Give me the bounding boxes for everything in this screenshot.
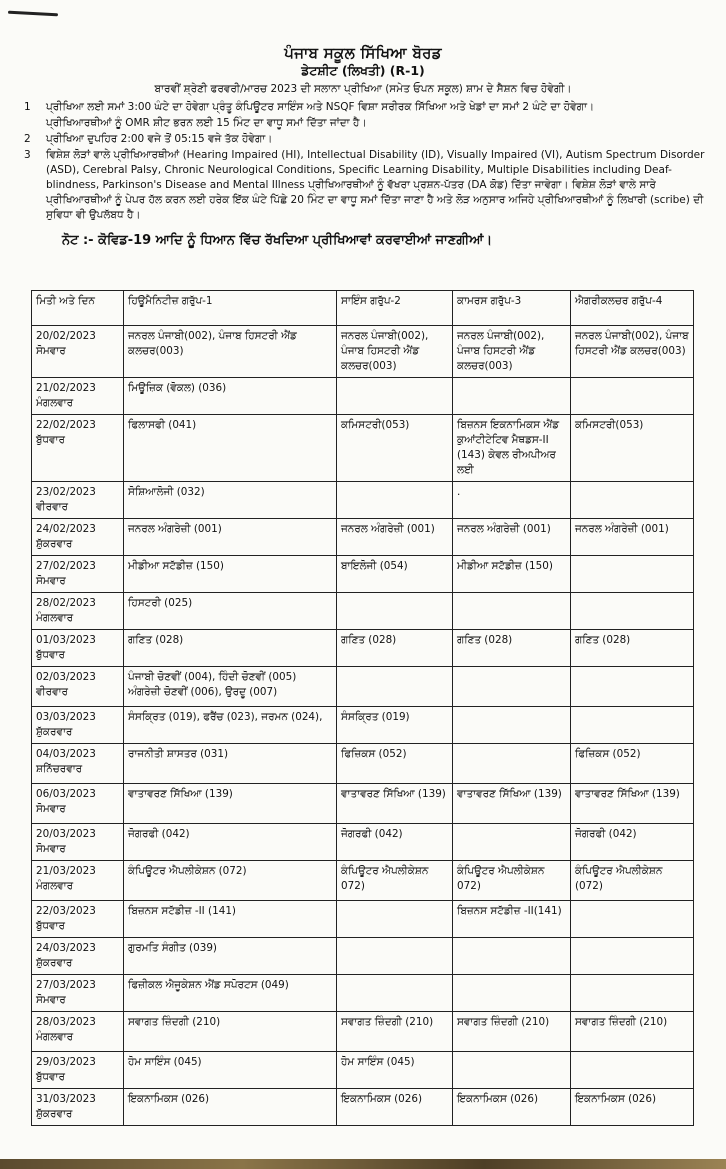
table-row xyxy=(32,326,694,378)
note-item xyxy=(24,132,708,147)
table-row xyxy=(32,519,694,556)
subject-cell-g4 xyxy=(571,707,694,744)
note-item xyxy=(24,100,708,115)
table-row xyxy=(32,630,694,667)
subject-cell-g1: ਪੰਜਾਬੀ ਚੋਣਵੀਂ (004), ਹਿੰਦੀ ਚੋਣਵੀਂ (005) ਅੰਗਰੇਜ਼ੀ ਚੋਣਵੀਂ (006), ਉਰਦੂ (007) xyxy=(124,667,337,707)
date-cell xyxy=(32,415,124,482)
header-science: ਸਾਇੰਸ ਗਰੁੱਪ-2 xyxy=(337,291,453,326)
table-row xyxy=(32,1089,694,1126)
table-row xyxy=(32,938,694,975)
date-cell xyxy=(32,707,124,744)
subject-cell-g2: ਇਕਨਾਮਿਕਸ (026) xyxy=(337,1089,453,1126)
exam-date: 02/03/2023 xyxy=(36,671,96,683)
exam-day: ਬੁੱਧਵਾਰ xyxy=(36,649,65,661)
exam-day: ਵੀਰਵਾਰ xyxy=(36,686,68,698)
subject-cell-g3 xyxy=(453,707,571,744)
exam-day: ਸ਼ੁੱਕਰਵਾਰ xyxy=(36,538,73,550)
covid-note: ਨੋਟ :- ਕੋਵਿਡ-19 ਆਦਿ ਨੂੰ ਧਿਆਨ ਵਿੱਚ ਰੱਖਦਿਆ ਪ੍ਰੀਖਿਆਵਾਂ ਕਰਵਾਈਆਂ ਜਾਣਗੀਆਂ। xyxy=(62,233,493,248)
subject-cell-g3: ਬਿਜ਼ਨਸ ਸਟੱਡੀਜ਼ -II(141) xyxy=(453,901,571,938)
date-cell xyxy=(32,593,124,630)
date-cell xyxy=(32,938,124,975)
note-item xyxy=(24,148,708,223)
date-cell xyxy=(32,556,124,593)
subject-cell-g2 xyxy=(337,667,453,707)
subject-cell-g1: ਮੀਡੀਆ ਸਟੱਡੀਜ਼ (150) xyxy=(124,556,337,593)
subject-cell-g2: ਵਾਤਾਵਰਣ ਸਿੱਖਿਆ (139) xyxy=(337,784,453,824)
subject-cell-g2: ਬਾਇਲੋਜੀ (054) xyxy=(337,556,453,593)
date-cell xyxy=(32,744,124,784)
subject-cell-g3: ਗਣਿਤ (028) xyxy=(453,630,571,667)
subject-cell-g4: ਜੋਗਰਫੀ (042) xyxy=(571,824,694,861)
subject-cell-g3 xyxy=(453,975,571,1012)
exam-day: ਸੋਮਵਾਰ xyxy=(36,345,66,357)
subject-cell-g2: ਕਮਿਸਟਰੀ(053) xyxy=(337,415,453,482)
subject-cell-g3 xyxy=(453,1052,571,1089)
subject-cell-g2: ਕੰਪਿਊਟਰ ਐਪਲੀਕੇਸ਼ਨ 072) xyxy=(337,861,453,901)
subject-cell-g4 xyxy=(571,482,694,519)
exam-date: 24/03/2023 xyxy=(36,942,96,954)
subject-cell-g4: ਫਿਜ਼ਿਕਸ (052) xyxy=(571,744,694,784)
subject-cell-g1: ਜਨਰਲ ਅੰਗਰੇਜ਼ੀ (001) xyxy=(124,519,337,556)
subject-cell-g1: ਜਨਰਲ ਪੰਜਾਬੀ(002), ਪੰਜਾਬ ਹਿਸਟਰੀ ਐਂਡ ਕਲਚਰ(003) xyxy=(124,326,337,378)
exam-date: 28/02/2023 xyxy=(36,597,96,609)
subject-cell-g1: ਹੋਮ ਸਾਇੰਸ (045) xyxy=(124,1052,337,1089)
note-number: 3 xyxy=(24,149,31,161)
subject-cell-g3: . xyxy=(453,482,571,519)
note-item xyxy=(24,116,708,131)
exam-day: ਬੁੱਧਵਾਰ xyxy=(36,434,65,446)
header-date: ਮਿਤੀ ਅਤੇ ਦਿਨ xyxy=(32,291,124,326)
table-row xyxy=(32,1052,694,1089)
table-row xyxy=(32,482,694,519)
exam-day: ਮੰਗਲਵਾਰ xyxy=(36,612,74,624)
exam-date: 03/03/2023 xyxy=(36,711,96,723)
subject-cell-g2 xyxy=(337,901,453,938)
exam-day: ਸੋਮਵਾਰ xyxy=(36,843,66,855)
subject-cell-g1: ਫਿਲਾਸਫੀ (041) xyxy=(124,415,337,482)
date-cell xyxy=(32,378,124,415)
exam-day: ਸੋਮਵਾਰ xyxy=(36,575,66,587)
subject-cell-g3: ਜਨਰਲ ਅੰਗਰੇਜ਼ੀ (001) xyxy=(453,519,571,556)
subject-cell-g1: ਰਾਜਨੀਤੀ ਸ਼ਾਸਤਰ (031) xyxy=(124,744,337,784)
exam-date: 01/03/2023 xyxy=(36,634,96,646)
intro-line: ਬਾਰਵੀਂ ਸ਼੍ਰੇਣੀ ਫਰਵਰੀ/ਮਾਰਚ 2023 ਦੀ ਸਲਾਨਾ ਪ੍ਰੀਖਿਆ (ਸਮੇਤ ਓਪਨ ਸਕੂਲ) ਸ਼ਾਮ ਦੇ ਸੈਸ਼ਨ ਵਿਚ ਹੋਵੇਗੀ। xyxy=(154,83,572,95)
subject-cell-g1: ਸਵਾਗਤ ਜ਼ਿੰਦਗੀ (210) xyxy=(124,1012,337,1052)
subject-cell-g3: ਵਾਤਾਵਰਣ ਸਿੱਖਿਆ (139) xyxy=(453,784,571,824)
exam-date: 24/02/2023 xyxy=(36,523,96,535)
subject-cell-g4: ਜਨਰਲ ਪੰਜਾਬੀ(002), ਪੰਜਾਬ ਹਿਸਟਰੀ ਐਂਡ ਕਲਚਰ(003) xyxy=(571,326,694,378)
subject-cell-g3 xyxy=(453,593,571,630)
exam-date: 31/03/2023 xyxy=(36,1093,96,1105)
subject-cell-g1: ਫਿਜ਼ੀਕਲ ਐਜੂਕੇਸ਼ਨ ਐਂਡ ਸਪੋਰਟਸ (049) xyxy=(124,975,337,1012)
subject-cell-g3 xyxy=(453,824,571,861)
subject-cell-g3 xyxy=(453,938,571,975)
subject-cell-g3: ਬਿਜ਼ਨਸ ਇਕਨਾਮਿਕਸ ਐਂਡ ਕੁਆਂਟੀਟੇਟਿਵ ਮੈਥਡਸ-II (143) ਕੇਵਲ ਰੀਅਪੀਅਰ ਲਈ xyxy=(453,415,571,482)
exam-day: ਬੁੱਧਵਾਰ xyxy=(36,920,65,932)
date-cell xyxy=(32,901,124,938)
subject-cell-g1: ਗਣਿਤ (028) xyxy=(124,630,337,667)
subject-cell-g1: ਜੋਗਰਫੀ (042) xyxy=(124,824,337,861)
subject-cell-g1: ਕੰਪਿਊਟਰ ਐਪਲੀਕੇਸ਼ਨ (072) xyxy=(124,861,337,901)
subject-cell-g4: ਕਮਿਸਟਰੀ(053) xyxy=(571,415,694,482)
subject-cell-g3 xyxy=(453,378,571,415)
subject-cell-g1: ਸੋਸ਼ਿਆਲੋਜੀ (032) xyxy=(124,482,337,519)
exam-date: 29/03/2023 xyxy=(36,1056,96,1068)
table-header-row xyxy=(32,291,694,326)
subject-cell-g1: ਹਿਸਟਰੀ (025) xyxy=(124,593,337,630)
datesheet-table xyxy=(31,290,694,1126)
subject-cell-g3 xyxy=(453,744,571,784)
note-text: ਪ੍ਰੀਖਿਆ ਲਈ ਸਮਾਂ 3:00 ਘੰਟੇ ਦਾ ਹੋਵੇਗਾ ਪ੍ਰੰਤੂ ਕੰਪਿਊਟਰ ਸਾਇੰਸ ਅਤੇ NSQF ਵਿਸ਼ਾ ਸਰੀਰਕ ਸਿੱਖਿਆ ਅਤੇ ਖੇਡਾਂ ਦਾ ਸਮਾਂ 2 ਘੰਟੇ ਦਾ ਹੋਵੇਗਾ। xyxy=(46,101,595,113)
subject-cell-g1: ਸੰਸਕ੍ਰਿਤ (019), ਫਰੈਂਚ (023), ਜਰਮਨ (024), xyxy=(124,707,337,744)
date-cell xyxy=(32,667,124,707)
subject-cell-g2: ਸਵਾਗਤ ਜ਼ਿੰਦਗੀ (210) xyxy=(337,1012,453,1052)
subject-cell-g4 xyxy=(571,556,694,593)
table-row xyxy=(32,1012,694,1052)
subject-cell-g4: ਵਾਤਾਵਰਣ ਸਿੱਖਿਆ (139) xyxy=(571,784,694,824)
subject-cell-g2: ਜੋਗਰਫੀ (042) xyxy=(337,824,453,861)
note-text: ਪ੍ਰੀਖਿਆ ਦੁਪਹਿਰ 2:00 ਵਜੇ ਤੋਂ 05:15 ਵਜੇ ਤੱਕ ਹੋਵੇਗਾ। xyxy=(46,133,273,145)
exam-day: ਵੀਰਵਾਰ xyxy=(36,501,68,513)
subject-cell-g3: ਸਵਾਗਤ ਜ਼ਿੰਦਗੀ (210) xyxy=(453,1012,571,1052)
subject-cell-g2 xyxy=(337,593,453,630)
subject-cell-g3: ਜਨਰਲ ਪੰਜਾਬੀ(002), ਪੰਜਾਬ ਹਿਸਟਰੀ ਐਂਡ ਕਲਚਰ(003) xyxy=(453,326,571,378)
exam-day: ਮੰਗਲਵਾਰ xyxy=(36,880,74,892)
exam-day: ਬੁੱਧਵਾਰ xyxy=(36,1071,65,1083)
exam-date: 27/03/2023 xyxy=(36,979,96,991)
subject-cell-g4 xyxy=(571,901,694,938)
subject-cell-g2: ਫਿਜ਼ਿਕਸ (052) xyxy=(337,744,453,784)
exam-day: ਸ਼ਨਿੱਚਰਵਾਰ xyxy=(36,763,83,775)
table-row xyxy=(32,378,694,415)
note-text: ਪ੍ਰੀਖਿਆਰਥੀਆਂ ਨੂੰ OMR ਸ਼ੀਟ ਭਰਨ ਲਈ 15 ਮਿੰਟ ਦਾ ਵਾਧੂ ਸਮਾਂ ਦਿੱਤਾ ਜਾਂਦਾ ਹੈ। xyxy=(46,117,367,129)
subject-cell-g2: ਹੋਮ ਸਾਇੰਸ (045) xyxy=(337,1052,453,1089)
table-row xyxy=(32,415,694,482)
exam-date: 23/02/2023 xyxy=(36,486,96,498)
exam-day: ਸ਼ੁੱਕਰਵਾਰ xyxy=(36,726,73,738)
exam-day: ਸੋਮਵਾਰ xyxy=(36,803,66,815)
date-cell xyxy=(32,1052,124,1089)
note-text: ਵਿਸ਼ੇਸ਼ ਲੋੜਾਂ ਵਾਲੇ ਪ੍ਰੀਖਿਆਰਥੀਆਂ (Hearing Impaired (HI), Intellectual Disability (ID), Visually Impaired (VI), Autism Spectrum Disorder (ASD), Cerebral Palsy, Chronic Neurological Conditions, Specific Learning Disability, Multiple Disabilities including Deaf-blindness, Parkinson's Disease and Mental Illness ਪ੍ਰੀਖਿਆਰਥੀਆਂ ਨੂੰ ਵੱਖਰਾ ਪ੍ਰਸ਼ਨ-ਪੱਤਰ (DA ਕੋਡ) ਦਿੱਤਾ ਜਾਵੇਗਾ। ਵਿਸ਼ੇਸ਼ ਲੋੜਾਂ ਵਾਲੇ ਸਾਰੇ ਪ੍ਰੀਖਿਆਰਥੀਆਂ ਨੂੰ ਪੇਪਰ ਹੱਲ ਕਰਨ ਲਈ ਹਰੇਕ ਇੱਕ ਘੰਟੇ ਪਿੱਛੇ 20 ਮਿੰਟ ਦਾ ਵਾਧੂ ਸਮਾਂ ਦਿੱਤਾ ਜਾਣਾ ਹੈ ਅਤੇ ਲੋੜ ਅਨੁਸਾਰ ਅਜਿਹੇ ਪ੍ਰੀਖਿਆਰਥੀਆਂ ਨੂੰ ਲਿਖਾਰੀ (scribe) ਦੀ ਸੁਵਿਧਾ ਵੀ ਉਪਲੱਬਧ ਹੈ। xyxy=(46,149,705,221)
exam-date: 21/03/2023 xyxy=(36,865,96,877)
subject-cell-g1: ਇਕਨਾਮਿਕਸ (026) xyxy=(124,1089,337,1126)
exam-date: 27/02/2023 xyxy=(36,560,96,572)
subject-cell-g3: ਕੰਪਿਊਟਰ ਐਪਲੀਕੇਸ਼ਨ 072) xyxy=(453,861,571,901)
subject-cell-g2: ਸੰਸਕ੍ਰਿਤ (019) xyxy=(337,707,453,744)
date-cell xyxy=(32,784,124,824)
table-row xyxy=(32,861,694,901)
subject-cell-g1: ਗੁਰਮਤਿ ਸੰਗੀਤ (039) xyxy=(124,938,337,975)
date-cell xyxy=(32,1089,124,1126)
table-row xyxy=(32,667,694,707)
table-row xyxy=(32,784,694,824)
subject-cell-g1: ਮਿਊਜ਼ਿਕ (ਵੋਕਲ) (036) xyxy=(124,378,337,415)
subject-cell-g2 xyxy=(337,378,453,415)
scan-edge xyxy=(0,1159,726,1169)
exam-date: 20/02/2023 xyxy=(36,330,96,342)
exam-date: 21/02/2023 xyxy=(36,382,96,394)
subject-cell-g4: ਕੰਪਿਊਟਰ ਐਪਲੀਕੇਸ਼ਨ (072) xyxy=(571,861,694,901)
exam-date: 28/03/2023 xyxy=(36,1016,96,1028)
subject-cell-g1: ਬਿਜ਼ਨਸ ਸਟੱਡੀਜ਼ -II (141) xyxy=(124,901,337,938)
header-agriculture: ਐਗਰੀਕਲਚਰ ਗਰੁੱਪ-4 xyxy=(571,291,694,326)
subject-cell-g2 xyxy=(337,482,453,519)
exam-date: 22/03/2023 xyxy=(36,905,96,917)
table-row xyxy=(32,901,694,938)
subject-cell-g2: ਜਨਰਲ ਅੰਗਰੇਜ਼ੀ (001) xyxy=(337,519,453,556)
table-row xyxy=(32,744,694,784)
subject-cell-g4 xyxy=(571,593,694,630)
exam-day: ਮੰਗਲਵਾਰ xyxy=(36,1031,74,1043)
subject-cell-g4: ਇਕਨਾਮਿਕਸ (026) xyxy=(571,1089,694,1126)
table-row xyxy=(32,593,694,630)
date-cell xyxy=(32,519,124,556)
exam-date: 06/03/2023 xyxy=(36,788,96,800)
date-cell xyxy=(32,861,124,901)
subject-cell-g1: ਵਾਤਾਵਰਣ ਸਿੱਖਿਆ (139) xyxy=(124,784,337,824)
table-row xyxy=(32,556,694,593)
date-cell xyxy=(32,326,124,378)
subject-cell-g3: ਮੀਡੀਆ ਸਟੱਡੀਜ਼ (150) xyxy=(453,556,571,593)
subject-cell-g4: ਗਣਿਤ (028) xyxy=(571,630,694,667)
date-cell xyxy=(32,1012,124,1052)
subject-cell-g3 xyxy=(453,667,571,707)
board-title: ਪੰਜਾਬ ਸਕੂਲ ਸਿੱਖਿਆ ਬੋਰਡ xyxy=(284,44,442,62)
subject-cell-g2: ਗਣਿਤ (028) xyxy=(337,630,453,667)
subject-cell-g2: ਜਨਰਲ ਪੰਜਾਬੀ(002), ਪੰਜਾਬ ਹਿਸਟਰੀ ਐਂਡ ਕਲਚਰ(003) xyxy=(337,326,453,378)
subject-cell-g3: ਇਕਨਾਮਿਕਸ (026) xyxy=(453,1089,571,1126)
exam-date: 20/03/2023 xyxy=(36,828,96,840)
subject-cell-g4 xyxy=(571,938,694,975)
notes-list xyxy=(24,100,708,223)
subject-cell-g4 xyxy=(571,1052,694,1089)
exam-day: ਸੋਮਵਾਰ xyxy=(36,994,66,1006)
document-header xyxy=(0,0,726,96)
date-cell xyxy=(32,482,124,519)
exam-day: ਸ਼ੁੱਕਰਵਾਰ xyxy=(36,1108,73,1120)
subject-cell-g4: ਸਵਾਗਤ ਜ਼ਿੰਦਗੀ (210) xyxy=(571,1012,694,1052)
exam-day: ਸ਼ੁੱਕਰਵਾਰ xyxy=(36,957,73,969)
subject-cell-g4 xyxy=(571,667,694,707)
date-cell xyxy=(32,975,124,1012)
note-number: 2 xyxy=(24,133,31,145)
subject-cell-g2 xyxy=(337,938,453,975)
table-row xyxy=(32,707,694,744)
subject-cell-g4 xyxy=(571,378,694,415)
date-cell xyxy=(32,630,124,667)
exam-date: 22/02/2023 xyxy=(36,419,96,431)
subject-cell-g2 xyxy=(337,975,453,1012)
exam-day: ਮੰਗਲਵਾਰ xyxy=(36,397,74,409)
header-commerce: ਕਾਮਰਸ ਗਰੁੱਪ-3 xyxy=(453,291,571,326)
datesheet-subtitle: ਡੇਟਸ਼ੀਟ (ਲਿਖਤੀ) (R-1) xyxy=(301,63,425,78)
exam-date: 04/03/2023 xyxy=(36,748,96,760)
header-humanities: ਹਿਊਮੈਨਿਟੀਜ਼ ਗਰੁੱਪ-1 xyxy=(124,291,337,326)
subject-cell-g4 xyxy=(571,975,694,1012)
note-number: 1 xyxy=(24,101,31,113)
table-row xyxy=(32,975,694,1012)
table-row xyxy=(32,824,694,861)
date-cell xyxy=(32,824,124,861)
subject-cell-g4: ਜਨਰਲ ਅੰਗਰੇਜ਼ੀ (001) xyxy=(571,519,694,556)
